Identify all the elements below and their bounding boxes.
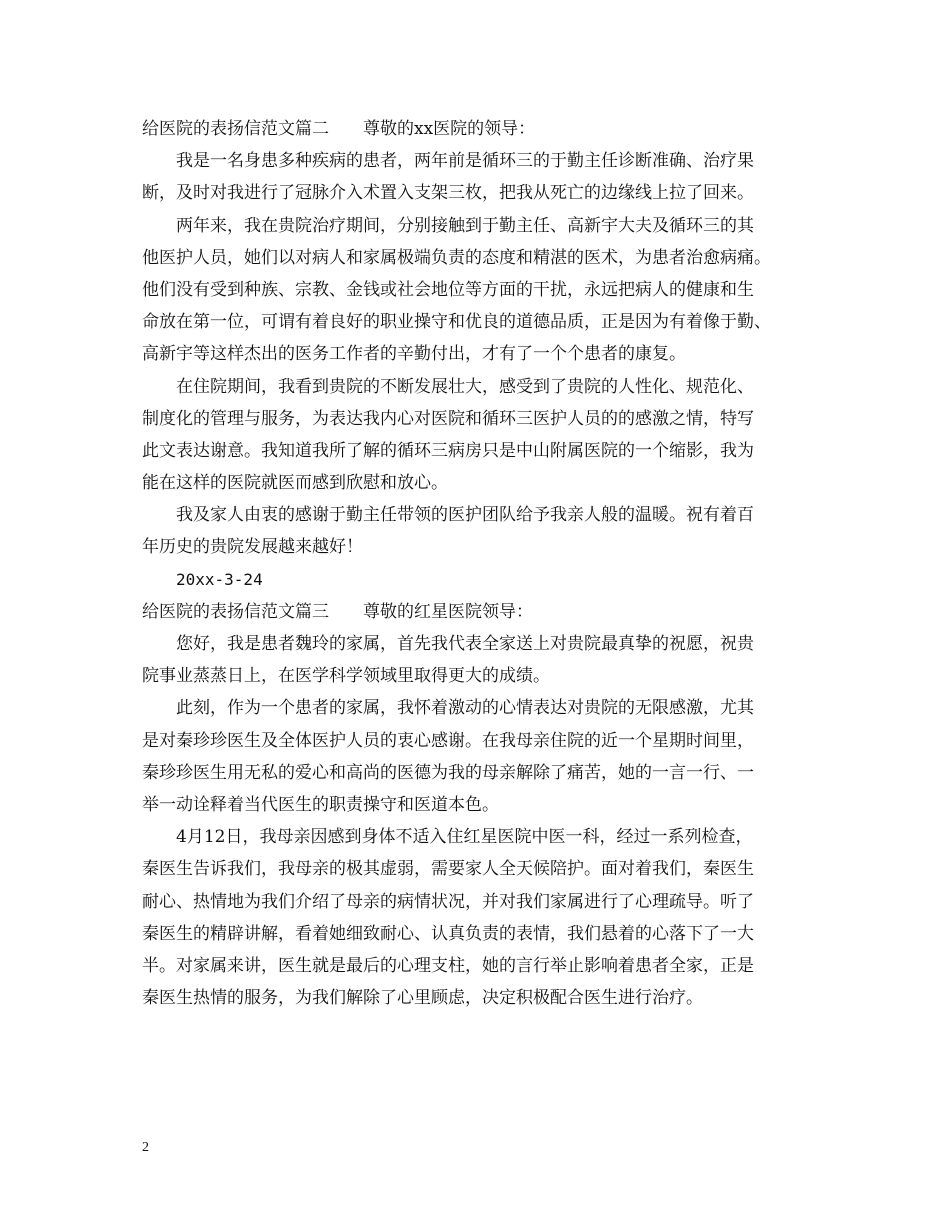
text-line: 两年来，我在贵院治疗期间，分别接触到于勤主任、高新宇大夫及循环三的其 <box>176 215 754 236</box>
letter-salutation: 尊敬的红星医院领导： <box>363 601 533 622</box>
text-line: 半。对家属来讲，医生就是最后的心理支柱，她的言行举止影响着患者全家，正是 <box>142 955 754 976</box>
letter-salutation: 尊敬的xx医院的领导： <box>363 119 536 139</box>
text-line: 年历史的贵院发展越来越好！ <box>142 537 363 558</box>
text-line: 我及家人由衷的感谢于勤主任带领的医护团队给予我亲人般的温暖。祝有着百 <box>176 505 754 526</box>
paragraph <box>142 821 812 1014</box>
paragraph <box>142 371 812 500</box>
text-line: 在住院期间，我看到贵院的不断发展壮大，感受到了贵院的人性化、规范化、 <box>176 376 754 397</box>
paragraph <box>142 692 812 821</box>
paragraph <box>142 210 812 371</box>
letter-title: 给医院的表扬信范文篇二 <box>142 119 329 139</box>
text-line: 我是一名身患多种疾病的患者，两年前是循环三的于勤主任诊断准确、治疗果 <box>176 151 754 172</box>
text-line: 4月12日，我母亲因感到身体不适入住红星医院中医一科，经过一系列检查， <box>176 827 753 848</box>
text-line: 秦医生热情的服务，为我们解除了心里顾虑，决定积极配合医生进行治疗。 <box>142 988 703 1009</box>
paragraph <box>142 628 812 692</box>
text-line: 举一动诠释着当代医生的职责操守和医道本色。 <box>142 794 499 815</box>
text-line: 制度化的管理与服务，为表达我内心对医院和循环三医护人员的的感激之情，特写 <box>142 408 754 429</box>
text-line: 秦珍珍医生用无私的爱心和高尚的医德为我的母亲解除了痛苦，她的一言一行、一 <box>142 762 754 783</box>
page-number: 2 <box>142 1140 149 1155</box>
text-line: 秦医生告诉我们，我母亲的极其虚弱，需要家人全天候陪护。面对着我们，秦医生 <box>142 859 754 880</box>
paragraph <box>142 145 812 209</box>
text-line: 您好，我是患者魏玲的家属，首先我代表全家送上对贵院最真挚的祝愿，祝贵 <box>176 634 754 654</box>
letter-heading <box>142 113 812 145</box>
text-line: 能在这样的医院就医而感到欣慰和放心。 <box>142 473 448 494</box>
letter-date: 20xx-3-24 <box>176 569 263 589</box>
document-body <box>142 113 812 1014</box>
text-line: 此文表达谢意。我知道我所了解的循环三病房只是中山附属医院的一个缩影，我为 <box>142 440 754 461</box>
text-line: 秦医生的精辟讲解，看着她细致耐心、认真负责的表情，我们悬着的心落下了一大 <box>142 923 754 944</box>
text-line: 此刻，作为一个患者的家属，我怀着激动的心情表达对贵院的无限感激，尤其 <box>176 698 754 719</box>
letter-title: 给医院的表扬信范文篇三 <box>142 601 329 622</box>
text-line: 命放在第一位，可谓有着良好的职业操守和优良的道德品质，正是因为有着像于勤、 <box>142 312 771 333</box>
letter-heading <box>142 596 812 628</box>
text-line: 他医护人员，她们以对病人和家属极端负责的态度和精湛的医术，为患者治愈病痛。 <box>142 247 771 268</box>
text-line: 耐心、热情地为我们介绍了母亲的病情状况，并对我们家属进行了心理疏导。听了 <box>142 891 754 912</box>
paragraph <box>142 499 812 563</box>
text-line: 他们没有受到种族、宗教、金钱或社会地位等方面的干扰，永远把病人的健康和生 <box>142 279 754 300</box>
text-line: 断，及时对我进行了冠脉介入术置入支架三枚，把我从死亡的边缘线上拉了回来。 <box>142 183 754 204</box>
text-line: 高新宇等这样杰出的医务工作者的辛勤付出，才有了一个个患者的康复。 <box>142 344 686 365</box>
text-line: 是对秦珍珍医生及全体医护人员的衷心感谢。在我母亲住院的近一个星期时间里， <box>142 730 754 751</box>
text-line: 院事业蒸蒸日上，在医学科学领域里取得更大的成绩。 <box>142 666 550 687</box>
